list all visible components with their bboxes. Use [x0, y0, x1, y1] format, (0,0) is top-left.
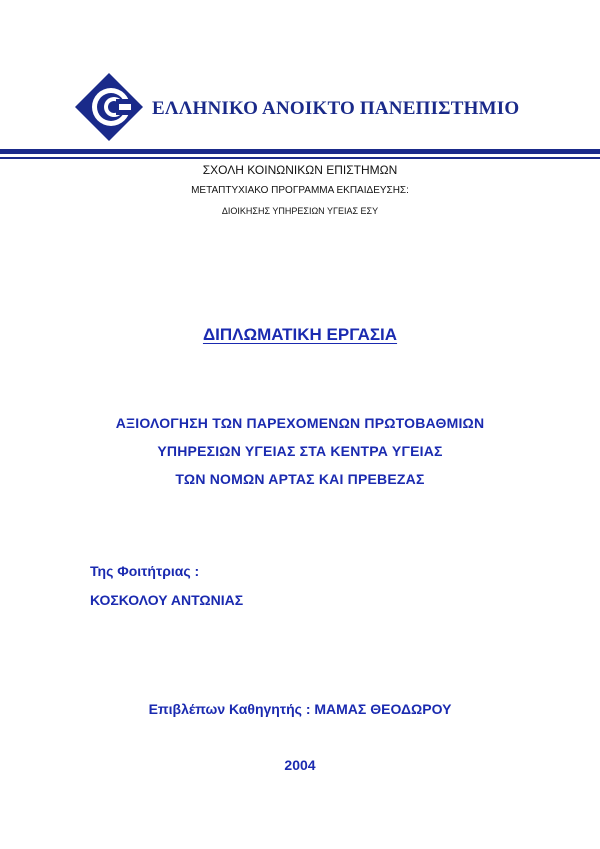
- document-type-heading: ΔΙΠΛΩΜΑΤΙΚΗ ΕΡΓΑΣΙΑ: [202, 325, 398, 344]
- thesis-title-line-2: ΥΠΗΡΕΣΙΩΝ ΥΓΕΙΑΣ ΣΤΑ ΚΕΝΤΡΑ ΥΓΕΙΑΣ: [157, 443, 443, 459]
- university-name: ΕΛΛΗΝΙΚΟ ΑΝΟΙΚΤΟ ΠΑΝΕΠΙΣΤΗΜΙΟ: [152, 98, 520, 119]
- header-rule-thick: [0, 149, 600, 154]
- student-label: Της Φοιτήτριας :: [90, 563, 200, 579]
- thesis-title-line-3: ΤΩΝ ΝΟΜΩΝ ΑΡΤΑΣ ΚΑΙ ΠΡΕΒΕΖΑΣ: [175, 471, 425, 487]
- thesis-title-line-1: ΑΞΙΟΛΟΓΗΣΗ ΤΩΝ ΠΑΡΕΧΟΜΕΝΩΝ ΠΡΩΤΟΒΑΘΜΙΩΝ: [115, 415, 485, 431]
- cover-header: [0, 0, 600, 150]
- header-rule-thin: [0, 157, 600, 159]
- program-name: ΜΕΤΑΠΤΥΧΙΑΚΟ ΠΡΟΓΡΑΜΜΑ ΕΚΠΑΙΔΕΥΣΗΣ:: [191, 185, 409, 196]
- supervisor-line: Επιβλέπων Καθηγητής : ΜΑΜΑΣ ΘΕΟΔΩΡΟΥ: [148, 701, 452, 717]
- student-name: ΚΟΣΚΟΛΟΥ ΑΝΤΩΝΙΑΣ: [90, 592, 244, 608]
- school-name: ΣΧΟΛΗ ΚΟΙΝΩΝΙΚΩΝ ΕΠΙΣΤΗΜΩΝ: [202, 163, 398, 177]
- eap-diamond-logo-icon: [75, 73, 143, 141]
- year: 2004: [284, 757, 316, 773]
- program-track: ΔΙΟΙΚΗΣΗΣ ΥΠΗΡΕΣΙΩΝ ΥΓΕΙΑΣ ΕΣΥ: [221, 206, 379, 216]
